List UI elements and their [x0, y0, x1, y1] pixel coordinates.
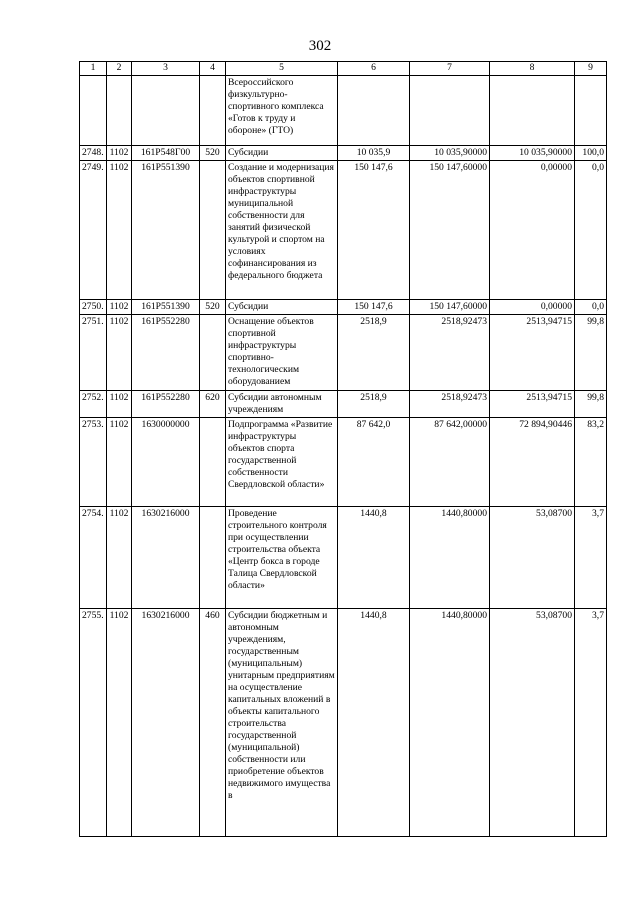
column-header: 5: [226, 62, 338, 76]
section-code: [107, 76, 132, 146]
value-col7: 1440,80000: [410, 609, 490, 837]
row-number: 2751.: [80, 315, 107, 391]
table-row: [80, 161, 607, 300]
table-row: [80, 391, 607, 418]
value-col8: 2513,94715: [490, 391, 575, 418]
section-code: 1102: [107, 161, 132, 300]
value-col6: 2518,9: [338, 391, 410, 418]
section-code: 1102: [107, 507, 132, 609]
expense-type: [200, 315, 226, 391]
expense-type: [200, 76, 226, 146]
row-number: [80, 76, 107, 146]
item-name: Подпрограмма «Развитие инфраструктуры объектов спорта государственной собственности Свердловской области»: [226, 418, 338, 507]
section-code: 1102: [107, 609, 132, 837]
value-col9: 3,7: [575, 609, 607, 837]
value-col7: 1440,80000: [410, 507, 490, 609]
expense-type: [200, 418, 226, 507]
row-number: 2748.: [80, 146, 107, 161]
table-row: [80, 418, 607, 507]
row-number: 2753.: [80, 418, 107, 507]
value-col7: 2518,92473: [410, 315, 490, 391]
column-header: 6: [338, 62, 410, 76]
budget-table: [79, 61, 607, 837]
target-code: 161P551390: [132, 300, 200, 315]
value-col8: 53,08700: [490, 507, 575, 609]
table-row: [80, 300, 607, 315]
column-header: 7: [410, 62, 490, 76]
value-col9: 100,0: [575, 146, 607, 161]
value-col9: 99,8: [575, 315, 607, 391]
value-col8: 0,00000: [490, 300, 575, 315]
section-code: 1102: [107, 418, 132, 507]
table-row: [80, 609, 607, 837]
value-col6: 150 147,6: [338, 300, 410, 315]
value-col7: 150 147,60000: [410, 161, 490, 300]
column-header: 2: [107, 62, 132, 76]
item-name: Создание и модернизация объектов спортивной инфраструктуры муниципальной собственности для занятий физической культурой и спортом на условиях софинансирования из федерального бюджета: [226, 161, 338, 300]
value-col7: 150 147,60000: [410, 300, 490, 315]
value-col7: 87 642,00000: [410, 418, 490, 507]
value-col8: [490, 76, 575, 146]
value-col7: 10 035,90000: [410, 146, 490, 161]
value-col6: 10 035,9: [338, 146, 410, 161]
value-col9: 83,2: [575, 418, 607, 507]
target-code: 161P552280: [132, 391, 200, 418]
table-row: [80, 76, 607, 146]
expense-type: 620: [200, 391, 226, 418]
item-name: Оснащение объектов спортивной инфраструктуры спортивно-технологическим оборудованием: [226, 315, 338, 391]
value-col8: 0,00000: [490, 161, 575, 300]
item-name: Субсидии: [226, 300, 338, 315]
section-code: 1102: [107, 300, 132, 315]
item-name: Проведение строительного контроля при осуществлении строительства объекта «Центр бокса в городе Талица Свердловской области»: [226, 507, 338, 609]
column-header: 9: [575, 62, 607, 76]
value-col6: 87 642,0: [338, 418, 410, 507]
table-row: [80, 315, 607, 391]
value-col6: [338, 76, 410, 146]
item-name: Субсидии бюджетным и автономным учреждениям, государственным (муниципальным) унитарным предприятиям на осуществление капитальных вложений в объекты капитального строительства государственной (муниципальной) собственности или приобретение объектов недвижимого имущества в: [226, 609, 338, 837]
row-number: 2754.: [80, 507, 107, 609]
column-header: 1: [80, 62, 107, 76]
value-col9: 3,7: [575, 507, 607, 609]
value-col7: [410, 76, 490, 146]
target-code: 1630000000: [132, 418, 200, 507]
value-col9: 0,0: [575, 161, 607, 300]
expense-type: 460: [200, 609, 226, 837]
page-number: 302: [308, 38, 332, 54]
target-code: 161P551390: [132, 161, 200, 300]
value-col7: 2518,92473: [410, 391, 490, 418]
target-code: 1630216000: [132, 609, 200, 837]
section-code: 1102: [107, 315, 132, 391]
section-code: 1102: [107, 146, 132, 161]
row-number: 2755.: [80, 609, 107, 837]
value-col8: 2513,94715: [490, 315, 575, 391]
item-name: Всероссийского физкультурно-спортивного комплекса «Готов к труду и обороне» (ГТО): [226, 76, 338, 146]
expense-type: [200, 507, 226, 609]
expense-type: [200, 161, 226, 300]
value-col6: 150 147,6: [338, 161, 410, 300]
value-col9: 0,0: [575, 300, 607, 315]
section-code: 1102: [107, 391, 132, 418]
column-header: 3: [132, 62, 200, 76]
row-number: 2749.: [80, 161, 107, 300]
value-col6: 1440,8: [338, 507, 410, 609]
expense-type: 520: [200, 300, 226, 315]
table-row: [80, 146, 607, 161]
row-number: 2750.: [80, 300, 107, 315]
value-col9: [575, 76, 607, 146]
table-header-row: [80, 62, 607, 76]
value-col6: 2518,9: [338, 315, 410, 391]
value-col9: 99,8: [575, 391, 607, 418]
column-header: 8: [490, 62, 575, 76]
value-col8: 10 035,90000: [490, 146, 575, 161]
item-name: Субсидии автономным учреждениям: [226, 391, 338, 418]
value-col8: 72 894,90446: [490, 418, 575, 507]
item-name: Субсидии: [226, 146, 338, 161]
target-code: 1630216000: [132, 507, 200, 609]
row-number: 2752.: [80, 391, 107, 418]
value-col6: 1440,8: [338, 609, 410, 837]
target-code: 161P548Г00: [132, 146, 200, 161]
target-code: 161P552280: [132, 315, 200, 391]
column-header: 4: [200, 62, 226, 76]
value-col8: 53,08700: [490, 609, 575, 837]
table-row: [80, 507, 607, 609]
expense-type: 520: [200, 146, 226, 161]
target-code: [132, 76, 200, 146]
